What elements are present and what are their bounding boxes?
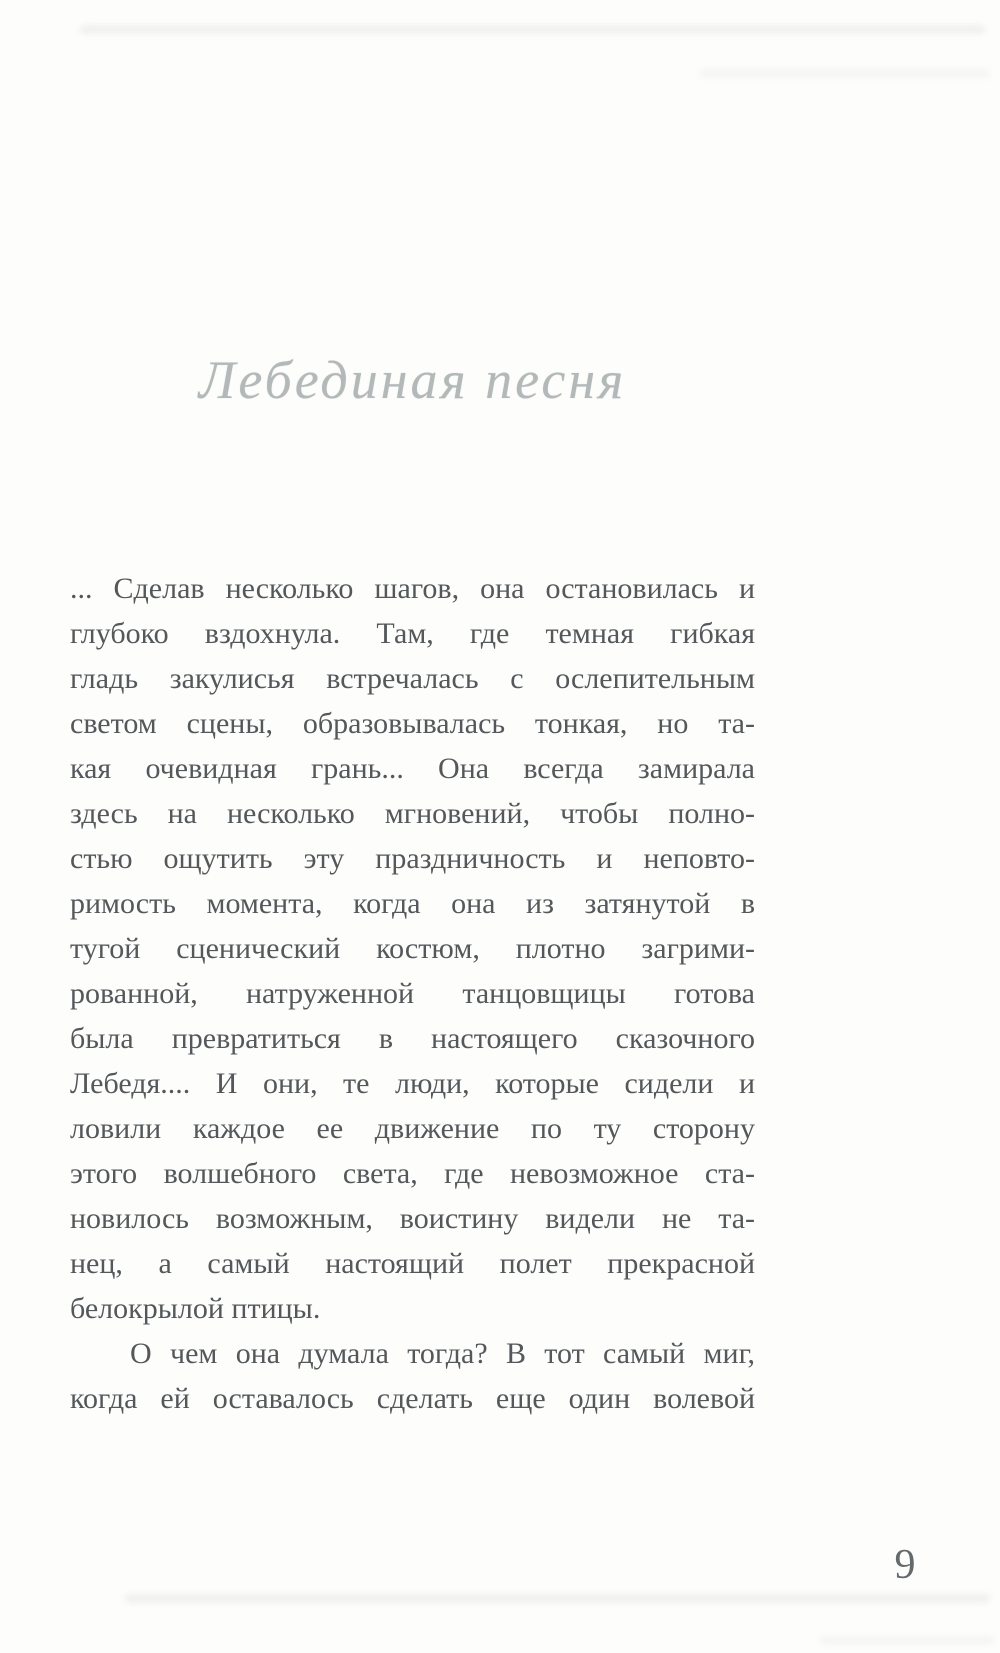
text-line: белокрылой птицы.: [70, 1292, 321, 1325]
text-line: светом сцены, образовывалась тонкая, но та-: [70, 707, 755, 740]
text-line: тугой сценический костюм, плотно загрими-: [70, 932, 755, 965]
text-line: этого волшебного света, где невозможное ста-: [70, 1157, 755, 1190]
text-line: была превратиться в настоящего сказочного: [70, 1022, 755, 1055]
text-line: римость момента, когда она из затянутой в: [70, 887, 755, 920]
page-number: 9: [894, 1542, 916, 1588]
text-line: ... Сделав несколько шагов, она остановилась и: [70, 572, 755, 605]
text-line: стью ощутить эту праздничность и неповто-: [70, 842, 755, 875]
text-line: глубоко вздохнула. Там, где темная гибкая: [70, 617, 755, 650]
text-line: здесь на несколько мгновений, чтобы полно-: [70, 797, 755, 830]
text-line: когда ей оставалось сделать еще один волевой: [70, 1382, 755, 1415]
scan-artifact-bottom-right: [820, 1637, 995, 1644]
text-line: новилось возможным, воистину видели не та-: [70, 1202, 755, 1235]
text-line: ловили каждое ее движение по ту сторону: [70, 1112, 755, 1145]
scan-artifact-top: [80, 25, 985, 34]
text-line: кая очевидная грань... Она всегда замирала: [70, 752, 755, 785]
body-text: [70, 566, 755, 1421]
text-line: гладь закулисья встречалась с ослепительным: [70, 662, 755, 695]
text-line: нец, а самый настоящий полет прекрасной: [70, 1247, 755, 1280]
text-line: О чем она думала тогда? В тот самый миг,: [130, 1337, 755, 1370]
scan-artifact-bottom: [125, 1594, 990, 1603]
scan-artifact-top-right: [700, 70, 990, 77]
chapter-title: Лебединая песня: [198, 350, 627, 410]
text-line: Лебедя.... И они, те люди, которые сидели и: [70, 1067, 755, 1100]
text-line: рованной, натруженной танцовщицы готова: [70, 977, 755, 1010]
